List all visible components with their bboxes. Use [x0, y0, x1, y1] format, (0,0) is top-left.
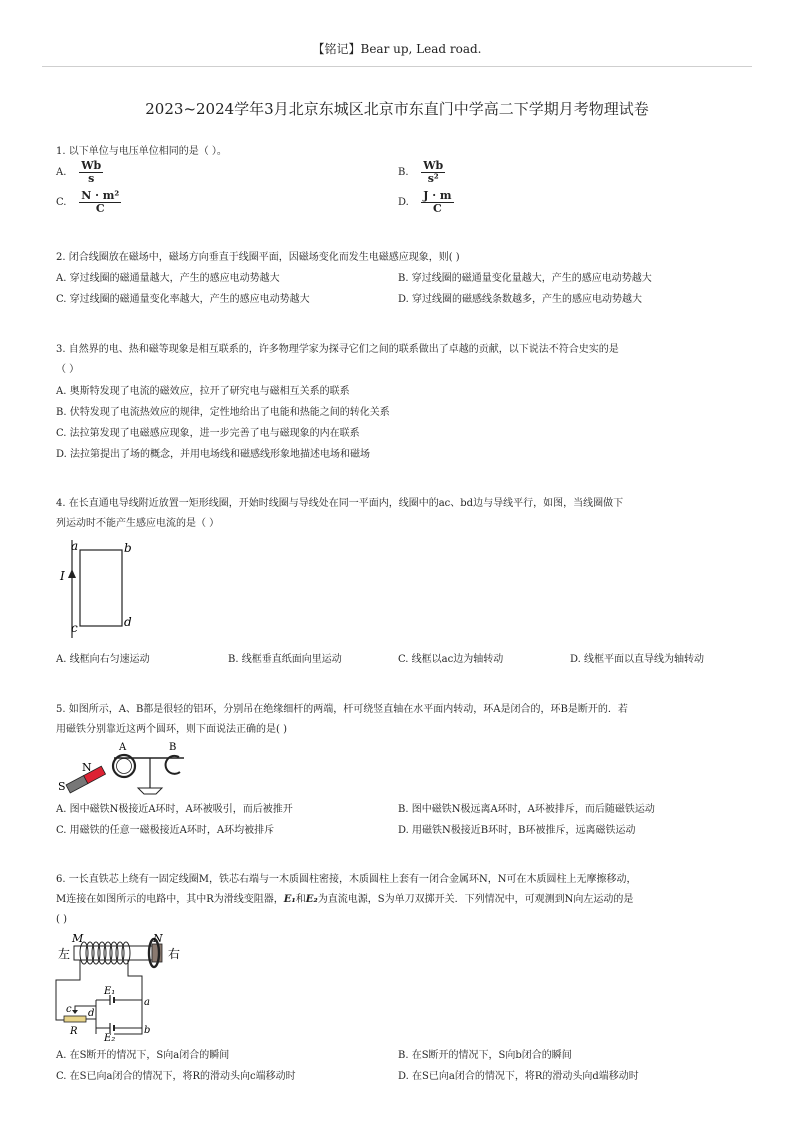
emf-1-symbol: E₁ — [283, 894, 296, 905]
current-label: I — [60, 569, 65, 583]
current-arrow-icon — [68, 569, 76, 578]
fraction — [79, 160, 103, 185]
question-6-option-a[interactable]: A. 在S断开的情况下，S向a闭合的瞬间 — [56, 1050, 230, 1061]
question-4-figure — [54, 536, 154, 640]
stem-text: 和 — [295, 894, 306, 905]
question-4-stem-line-2: 列运动时不能产生感应电流的是（ ） — [56, 518, 220, 529]
fraction — [421, 160, 445, 185]
question-1-option-b[interactable] — [398, 160, 445, 185]
coil-turn — [122, 942, 130, 964]
question-6-stem-line-3: ( ) — [56, 914, 67, 925]
rectangular-coil — [80, 550, 122, 626]
corner-label-c: c — [71, 621, 78, 635]
question-5-option-a[interactable]: A. 图中磁铁N极接近A环时，A环被吸引，而后被推开 — [56, 804, 293, 815]
question-1-option-a[interactable] — [56, 160, 103, 185]
page-title: 2023~2024学年3月北京东城区北京市东直门中学高二下学期月考物理试卷 — [145, 100, 649, 118]
question-4-stem-line-1: 4. 在长直通电导线附近放置一矩形线圈，开始时线圈与导线处在同一平面内，线圈中的ac、bd边与导线平行，如图，当线圈做下 — [56, 498, 624, 509]
left-label: 左 — [58, 947, 71, 961]
question-2-option-b[interactable]: B. 穿过线圈的磁通量变化量越大，产生的感应电动势越大 — [398, 273, 652, 284]
question-2-option-a[interactable]: A. 穿过线圈的磁通量越大，产生的感应电动势越大 — [56, 273, 280, 284]
question-2-option-d[interactable]: D. 穿过线圈的磁感线条数越多，产生的感应电动势越大 — [398, 294, 643, 305]
terminal-b-label: b — [144, 1025, 151, 1036]
question-4-option-c[interactable]: C. 线框以ac边为轴转动 — [398, 654, 504, 665]
ring-b-label: B — [169, 742, 177, 753]
ring-n-label: N — [153, 932, 163, 945]
question-3-option-d[interactable]: D. 法拉第提出了场的概念，并用电场线和磁感线形象地描述电场和磁场 — [56, 449, 371, 460]
right-label: 右 — [168, 947, 181, 961]
pivot-base — [138, 788, 162, 794]
question-6-option-d[interactable]: D. 在S已向a闭合的情况下，将R的滑动头向d端移动时 — [398, 1071, 639, 1082]
stem-text: M连接在如图所示的电路中，其中R为滑线变阻器， — [56, 894, 284, 905]
question-4-option-d[interactable]: D. 线框平面以直导线为轴转动 — [570, 654, 705, 665]
question-3-stem-line-1: 3. 自然界的电、热和磁等现象是相互联系的，许多物理学家为探寻它们之间的联系做出了卓越的贡献，以下说法不符合史实的是 — [56, 344, 619, 355]
fraction-numerator: Wb — [423, 159, 444, 172]
option-label: B. — [398, 167, 409, 178]
question-2-stem: 2. 闭合线圈放在磁场中，磁场方向垂直于线圈平面，因磁场变化而发生电磁感应现象，则( ) — [56, 252, 460, 263]
question-6-option-c[interactable]: C. 在S已向a闭合的情况下，将R的滑动头向c端移动时 — [56, 1071, 296, 1082]
question-6-stem-line-2 — [56, 892, 746, 907]
question-1-option-c[interactable] — [56, 190, 121, 215]
question-6-option-b[interactable]: B. 在S断开的情况下，S向b闭合的瞬间 — [398, 1050, 572, 1061]
fraction-denominator: C — [432, 202, 442, 215]
stem-text: 为直流电源，S为单刀双掷开关．下列情况中，可观测到N向左运动的是 — [317, 894, 634, 905]
corner-label-b: b — [124, 541, 132, 555]
question-5-option-d[interactable]: D. 用磁铁N极接近B环时，B环被推斥，远离磁铁运动 — [398, 825, 636, 836]
question-6-stem-line-1: 6. 一长直铁芯上绕有一固定线圈M，铁芯右端与一木质圆柱密接，木质圆柱上套有一闭合金属环N，N可在木质圆柱上无摩擦移动， — [56, 874, 637, 885]
question-2-option-c[interactable]: C. 穿过线圈的磁通量变化率越大，产生的感应电动势越大 — [56, 294, 310, 305]
terminal-a-label: a — [144, 997, 150, 1008]
rheostat-end-c-label: c — [66, 1004, 72, 1015]
question-5-option-b[interactable]: B. 图中磁铁N极远离A环时，A环被排斥，而后随磁铁运动 — [398, 804, 655, 815]
north-pole-label: N — [82, 761, 92, 774]
battery-e2-label: E₂ — [104, 1033, 116, 1042]
wooden-cylinder — [152, 944, 162, 962]
header-divider — [42, 66, 752, 67]
question-5-figure — [54, 740, 194, 798]
question-3-option-c[interactable]: C. 法拉第发现了电磁感应现象，进一步完善了电与磁现象的内在联系 — [56, 428, 360, 439]
corner-label-a: a — [71, 539, 79, 553]
question-4-option-b[interactable]: B. 线框垂直纸面向里运动 — [228, 654, 342, 665]
option-label: D. — [398, 197, 409, 208]
coil-m-label: M — [72, 932, 84, 945]
emf-2-symbol: E₂ — [305, 894, 318, 905]
fraction-denominator: s — [88, 172, 95, 185]
fraction-denominator: s² — [427, 172, 439, 185]
question-1-stem: 1. 以下单位与电压单位相同的是（ ）。 — [56, 146, 227, 157]
option-label: A. — [56, 167, 67, 178]
rheostat-r — [64, 1016, 86, 1022]
ring-a-label: A — [119, 742, 127, 753]
corner-label-d: d — [124, 615, 132, 629]
option-label: C. — [56, 197, 67, 208]
fraction-numerator: N · m² — [81, 189, 120, 202]
question-5-stem-line-2: 用磁铁分别靠近这两个圆环，则下面说法正确的是( ) — [56, 724, 287, 735]
coil-m — [80, 942, 130, 964]
fraction-numerator: Wb — [81, 159, 102, 172]
question-3-stem-line-2: （ ） — [56, 364, 80, 375]
fraction — [79, 190, 121, 215]
fraction — [421, 190, 453, 215]
rheostat-end-d-label: d — [88, 1008, 95, 1019]
rheostat-r-label: R — [70, 1026, 78, 1037]
south-pole-label: S — [58, 780, 66, 793]
question-3-option-b[interactable]: B. 伏特发现了电流热效应的规律，定性地给出了电能和热能之间的转化关系 — [56, 407, 390, 418]
battery-e1-label: E₁ — [104, 986, 116, 997]
question-4-option-a[interactable]: A. 线框向右匀速运动 — [56, 654, 150, 665]
question-5-stem-line-1: 5. 如图所示，A、B都是很轻的铝环，分别吊在绝缘细杆的两端，杆可绕竖直轴在水平面内转动，环A是闭合的，环B是断开的．若 — [56, 704, 628, 715]
fraction-denominator: C — [95, 202, 105, 215]
slider-arrow-icon — [72, 1010, 78, 1014]
question-6-figure — [54, 930, 194, 1042]
page-motto: 【铭记】Bear up, Lead road. — [312, 42, 482, 56]
question-3-option-a[interactable]: A. 奥斯特发现了电流的磁效应，拉开了研究电与磁相互关系的联系 — [56, 386, 350, 397]
question-5-option-c[interactable]: C. 用磁铁的任意一磁极接近A环时，A环均被排斥 — [56, 825, 275, 836]
ring-a-inner — [117, 759, 132, 774]
fraction-numerator: J · m — [423, 189, 452, 202]
question-1-option-d[interactable] — [398, 190, 454, 215]
wire-right — [114, 960, 142, 1034]
